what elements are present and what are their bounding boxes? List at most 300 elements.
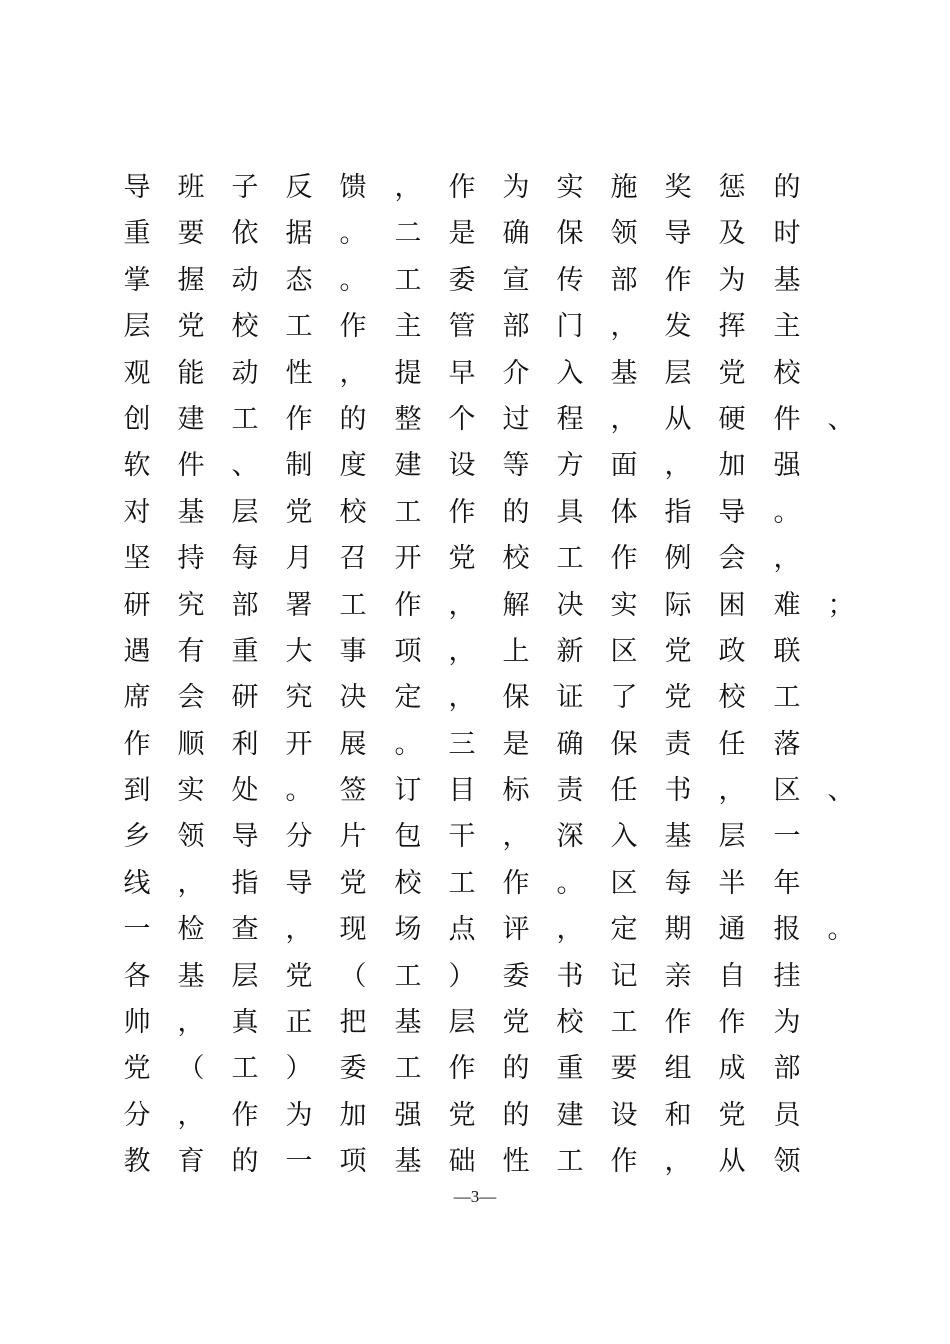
text-char: 指	[231, 867, 259, 899]
text-char: 的	[502, 1053, 530, 1085]
text-char: 工	[394, 264, 422, 296]
text-char: 。	[339, 218, 367, 250]
text-char: 依	[231, 218, 259, 250]
text-char: 观	[123, 357, 151, 389]
text-char: ，	[394, 172, 422, 203]
text-char: 落	[773, 728, 801, 760]
text-line	[0, 907, 950, 953]
text-line	[0, 490, 950, 536]
text-char: 校	[231, 311, 259, 343]
text-char: 态	[285, 264, 313, 296]
text-char: 动	[231, 357, 259, 389]
text-line	[0, 675, 950, 721]
text-char: 乡	[123, 821, 151, 853]
text-char: 每	[231, 543, 259, 575]
text-char: 整	[394, 403, 422, 435]
text-char: 管	[448, 311, 476, 343]
text-char: 重	[231, 635, 259, 667]
text-char: 建	[556, 1099, 584, 1131]
text-char: 部	[610, 264, 638, 296]
text-char: 为	[502, 172, 530, 203]
text-char: 难	[773, 589, 801, 621]
text-char: 作	[339, 311, 367, 343]
text-char: 查	[231, 914, 259, 946]
text-char: 重	[556, 1053, 584, 1085]
text-char: 作	[123, 728, 151, 760]
text-char: 是	[502, 728, 530, 760]
text-char: 事	[339, 635, 367, 667]
text-char: 等	[502, 450, 530, 482]
text-char: 导	[718, 496, 746, 528]
text-char: 基	[664, 821, 692, 853]
text-char: 大	[285, 635, 313, 667]
text-char: 会	[718, 543, 746, 575]
text-char: 党	[339, 867, 367, 899]
text-char: 党	[718, 1099, 746, 1131]
text-char: 责	[556, 775, 584, 807]
text-char: 党	[502, 1007, 530, 1039]
text-char: 上	[502, 635, 530, 667]
text-char: 据	[285, 218, 313, 250]
text-char: ，	[448, 635, 476, 667]
text-char: 例	[664, 543, 692, 575]
text-char: 党	[664, 682, 692, 714]
text-char: 作	[231, 1099, 259, 1131]
text-char: 基	[177, 496, 205, 528]
text-char: 证	[556, 682, 584, 714]
text-char: 面	[610, 450, 638, 482]
text-char: 及	[718, 218, 746, 250]
text-char: 挥	[718, 311, 746, 343]
text-char: 会	[177, 682, 205, 714]
text-char: ，	[718, 775, 746, 807]
text-char: 分	[123, 1099, 151, 1131]
text-char: 的	[339, 403, 367, 435]
text-char: 项	[394, 635, 422, 667]
text-char: 宣	[502, 264, 530, 296]
text-char: 工	[339, 589, 367, 621]
text-char: 为	[718, 264, 746, 296]
text-line	[0, 1139, 950, 1185]
text-char: 顺	[177, 728, 205, 760]
text-char: 政	[718, 635, 746, 667]
text-line	[0, 814, 950, 860]
text-char: 党	[285, 960, 313, 992]
text-char: 一	[123, 914, 151, 946]
text-char: 基	[610, 357, 638, 389]
text-char: 月	[285, 543, 313, 575]
text-char: ，	[773, 543, 801, 575]
text-char: ，	[177, 867, 205, 899]
text-char: 困	[718, 589, 746, 621]
text-char: 方	[556, 450, 584, 482]
text-char: ，	[610, 311, 638, 343]
text-char: 作	[285, 403, 313, 435]
text-line	[0, 443, 950, 489]
text-char: 早	[448, 357, 476, 389]
text-char: 联	[773, 635, 801, 667]
text-line	[0, 722, 950, 768]
text-char: 基	[773, 264, 801, 296]
text-char: 党	[664, 635, 692, 667]
text-char: 书	[664, 775, 692, 807]
text-char: 馈	[339, 172, 367, 203]
text-char: 签	[339, 775, 367, 807]
text-char: 了	[610, 682, 638, 714]
text-char: 党	[448, 1099, 476, 1131]
text-char: 检	[177, 914, 205, 946]
text-char: 党	[177, 311, 205, 343]
text-char: 党	[448, 543, 476, 575]
text-char: 作	[664, 264, 692, 296]
text-char: 施	[610, 172, 638, 203]
text-char: 线	[123, 867, 151, 899]
text-char: 对	[123, 496, 151, 528]
text-char: 工	[394, 496, 422, 528]
text-char: 定	[610, 914, 638, 946]
text-char: 工	[285, 311, 313, 343]
text-char: 分	[285, 821, 313, 853]
text-char: 决	[556, 589, 584, 621]
text-char: 场	[394, 914, 422, 946]
text-char: 帅	[123, 1007, 151, 1039]
text-line	[0, 258, 950, 304]
text-char: 性	[502, 1146, 530, 1178]
text-char: 要	[177, 218, 205, 250]
text-char: 二	[394, 218, 422, 250]
text-char: 解	[502, 589, 530, 621]
text-char: 报	[773, 914, 801, 946]
text-char: 挂	[773, 960, 801, 992]
text-char: 、	[827, 775, 855, 807]
text-char: 础	[448, 1146, 476, 1178]
text-char: 层	[231, 960, 259, 992]
text-char: 的	[773, 172, 801, 203]
text-char: 持	[177, 543, 205, 575]
text-char: 每	[664, 867, 692, 899]
text-char: 研	[123, 589, 151, 621]
text-char: 委	[448, 264, 476, 296]
text-char: 一	[285, 1146, 313, 1178]
text-char: 育	[177, 1146, 205, 1178]
text-char: 记	[610, 960, 638, 992]
text-char: ，	[448, 682, 476, 714]
text-char: 半	[718, 867, 746, 899]
text-char: 。	[773, 496, 801, 528]
text-line	[0, 351, 950, 397]
text-char: 召	[339, 543, 367, 575]
text-char: 确	[556, 728, 584, 760]
text-char: 性	[285, 357, 313, 389]
text-char: （	[177, 1053, 205, 1085]
text-char: 从	[664, 403, 692, 435]
text-char: 的	[502, 496, 530, 528]
text-char: 工	[610, 1007, 638, 1039]
text-line	[0, 165, 950, 211]
text-char: 任	[610, 775, 638, 807]
text-char: 重	[123, 218, 151, 250]
text-char: 。	[339, 264, 367, 296]
text-line	[0, 954, 950, 1000]
text-char: ，	[502, 821, 530, 853]
text-char: 要	[610, 1053, 638, 1085]
text-char: 区	[610, 635, 638, 667]
text-char: 员	[773, 1099, 801, 1131]
text-line	[0, 768, 950, 814]
text-char: 工	[394, 1053, 422, 1085]
text-char: 期	[664, 914, 692, 946]
text-char: （	[339, 960, 367, 992]
text-char: 基	[394, 1007, 422, 1039]
text-char: 子	[231, 172, 259, 203]
text-char: 点	[448, 914, 476, 946]
text-char: 反	[285, 172, 313, 203]
text-char: 工	[773, 682, 801, 714]
text-char: ，	[610, 403, 638, 435]
text-char: 利	[231, 728, 259, 760]
text-char: 领	[177, 821, 205, 853]
text-char: 区	[610, 867, 638, 899]
text-char: 过	[502, 403, 530, 435]
text-char: 门	[556, 311, 584, 343]
text-char: 主	[394, 311, 422, 343]
text-char: 校	[502, 543, 530, 575]
text-char: 创	[123, 403, 151, 435]
text-char: 决	[339, 682, 367, 714]
text-char: 定	[394, 682, 422, 714]
text-char: 层	[123, 311, 151, 343]
text-char: ，	[177, 1099, 205, 1131]
text-char: 主	[773, 311, 801, 343]
text-char: 制	[285, 450, 313, 482]
text-line	[0, 583, 950, 629]
text-char: 传	[556, 264, 584, 296]
text-char: 作	[394, 589, 422, 621]
text-char: ，	[285, 914, 313, 946]
text-char: 片	[339, 821, 367, 853]
text-char: 校	[718, 682, 746, 714]
text-char: 为	[773, 1007, 801, 1039]
text-char: ，	[556, 914, 584, 946]
text-char: 层	[664, 357, 692, 389]
text-char: 亲	[664, 960, 692, 992]
text-char: 提	[394, 357, 422, 389]
text-char: 标	[502, 775, 530, 807]
page-number: —3—	[453, 1187, 497, 1206]
text-char: 校	[394, 867, 422, 899]
text-char: 层	[231, 496, 259, 528]
text-line	[0, 861, 950, 907]
text-char: 建	[177, 403, 205, 435]
text-char: 署	[285, 589, 313, 621]
text-char: 年	[773, 867, 801, 899]
text-char: 党	[123, 1053, 151, 1085]
text-char: 党	[285, 496, 313, 528]
text-char: 作	[718, 1007, 746, 1039]
text-char: 展	[339, 728, 367, 760]
text-char: 成	[718, 1053, 746, 1085]
text-char: 具	[556, 496, 584, 528]
text-char: 。	[394, 728, 422, 760]
text-char: 党	[718, 357, 746, 389]
text-line	[0, 536, 950, 582]
text-char: 任	[718, 728, 746, 760]
text-char: 究	[285, 682, 313, 714]
text-char: 干	[448, 821, 476, 853]
text-char: 一	[773, 821, 801, 853]
text-char: ，	[339, 357, 367, 389]
text-char: 各	[123, 960, 151, 992]
text-char: 层	[448, 1007, 476, 1039]
text-char: 实	[610, 589, 638, 621]
text-char: 书	[556, 960, 584, 992]
text-char: 目	[448, 775, 476, 807]
text-line	[0, 211, 950, 257]
text-char: 究	[177, 589, 205, 621]
text-char: 作	[448, 1053, 476, 1085]
text-char: 三	[448, 728, 476, 760]
text-char: 掌	[123, 264, 151, 296]
text-char: 实	[556, 172, 584, 203]
text-char: 程	[556, 403, 584, 435]
text-char: 深	[556, 821, 584, 853]
text-char: 委	[339, 1053, 367, 1085]
text-char: 基	[394, 1146, 422, 1178]
text-char: 入	[610, 821, 638, 853]
text-char: 。	[827, 914, 855, 946]
text-char: 动	[231, 264, 259, 296]
text-char: 作	[448, 496, 476, 528]
text-char: 订	[394, 775, 422, 807]
text-char: 有	[177, 635, 205, 667]
text-char: 领	[773, 1146, 801, 1178]
text-char: 席	[123, 682, 151, 714]
text-char: 指	[664, 496, 692, 528]
text-char: 件	[177, 450, 205, 482]
text-char: ，	[664, 1146, 692, 1178]
text-char: 部	[773, 1053, 801, 1085]
text-char: 能	[177, 357, 205, 389]
text-char: 包	[394, 821, 422, 853]
text-char: 基	[177, 960, 205, 992]
text-char: 建	[394, 450, 422, 482]
text-char: 责	[664, 728, 692, 760]
text-char: 作	[610, 543, 638, 575]
body-text	[0, 165, 950, 1186]
text-line	[0, 1000, 950, 1046]
text-char: 强	[773, 450, 801, 482]
text-char: 正	[285, 1007, 313, 1039]
text-char: 保	[502, 682, 530, 714]
text-char: ）	[448, 960, 476, 992]
text-char: 作	[664, 1007, 692, 1039]
text-char: 现	[339, 914, 367, 946]
text-char: 部	[502, 311, 530, 343]
text-char: 组	[664, 1053, 692, 1085]
text-char: 自	[718, 960, 746, 992]
text-char: 、	[827, 403, 855, 435]
text-char: 导	[231, 821, 259, 853]
text-char: 件	[773, 403, 801, 435]
text-char: 遇	[123, 635, 151, 667]
text-char: 硬	[718, 403, 746, 435]
text-char: 奖	[664, 172, 692, 203]
text-char: 工	[231, 403, 259, 435]
text-char: 时	[773, 218, 801, 250]
text-char: 工	[556, 1146, 584, 1178]
text-char: 握	[177, 264, 205, 296]
text-char: 工	[556, 543, 584, 575]
text-line	[0, 397, 950, 443]
text-char: 从	[718, 1146, 746, 1178]
text-char: 通	[718, 914, 746, 946]
text-char: 部	[231, 589, 259, 621]
text-char: 。	[285, 775, 313, 807]
text-char: 的	[231, 1146, 259, 1178]
text-char: 真	[231, 1007, 259, 1039]
text-char: ，	[664, 450, 692, 482]
text-char: 、	[231, 450, 259, 482]
text-char: 工	[231, 1053, 259, 1085]
text-char: 处	[231, 775, 259, 807]
text-char: 介	[502, 357, 530, 389]
text-line	[0, 1093, 950, 1139]
text-char: 导	[285, 867, 313, 899]
text-char: 为	[285, 1099, 313, 1131]
text-char: 入	[556, 357, 584, 389]
text-char: 和	[664, 1099, 692, 1131]
text-char: 到	[123, 775, 151, 807]
text-char: 。	[556, 867, 584, 899]
text-char: 个	[448, 403, 476, 435]
text-char: 坚	[123, 543, 151, 575]
text-line	[0, 304, 950, 350]
text-char: ）	[285, 1053, 313, 1085]
text-char: 作	[610, 1146, 638, 1178]
text-char: 的	[502, 1099, 530, 1131]
text-char: 委	[502, 960, 530, 992]
text-char: 班	[177, 172, 205, 203]
text-char: 校	[556, 1007, 584, 1039]
text-char: 际	[664, 589, 692, 621]
text-char: 把	[339, 1007, 367, 1039]
text-line	[0, 629, 950, 675]
text-char: 软	[123, 450, 151, 482]
text-char: 设	[448, 450, 476, 482]
text-char: 加	[339, 1099, 367, 1131]
text-char: 新	[556, 635, 584, 667]
text-char: 导	[123, 172, 151, 203]
text-char: 层	[718, 821, 746, 853]
text-char: 校	[339, 496, 367, 528]
text-char: 是	[448, 218, 476, 250]
text-char: 惩	[718, 172, 746, 203]
text-char: 工	[448, 867, 476, 899]
text-char: 研	[231, 682, 259, 714]
text-char: 项	[339, 1146, 367, 1178]
text-char: 教	[123, 1146, 151, 1178]
text-char: 发	[664, 311, 692, 343]
text-char: 强	[394, 1099, 422, 1131]
text-char: 开	[285, 728, 313, 760]
text-char: 工	[394, 960, 422, 992]
text-char: 设	[610, 1099, 638, 1131]
text-char: 实	[177, 775, 205, 807]
text-char: 作	[502, 867, 530, 899]
text-char: 度	[339, 450, 367, 482]
text-char: 开	[394, 543, 422, 575]
text-char: 保	[556, 218, 584, 250]
